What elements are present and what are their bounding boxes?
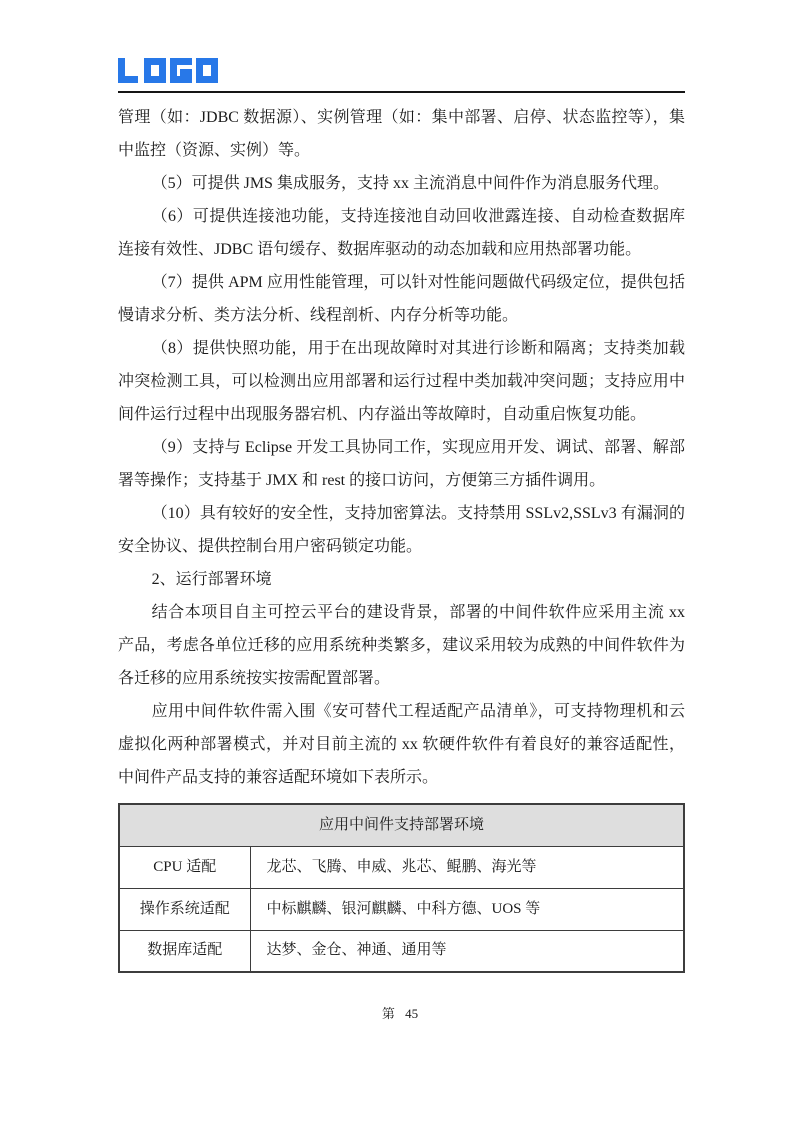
paragraph: 管理（如：JDBC 数据源）、实例管理（如：集中部署、启停、状态监控等），集中监控（资源、实例）等。 bbox=[118, 109, 685, 159]
table-caption: 应用中间件支持部署环境 bbox=[119, 804, 684, 846]
paragraph: （7）提供 APM 应用性能管理，可以针对性能问题做代码级定位，提供包括慢请求分析、类方法分析、线程剖析、内存分析等功能。 bbox=[118, 274, 685, 324]
deployment-environment-table bbox=[118, 803, 685, 973]
paragraph: （8）提供快照功能，用于在出现故障时对其进行诊断和隔离；支持类加载冲突检测工具，可以检测出应用部署和运行过程中类加载冲突问题；支持应用中间件运行过程中出现服务器宕机、内存溢出等故障时，自动重启恢复功能。 bbox=[118, 340, 685, 423]
table-caption-row bbox=[119, 804, 684, 846]
table-row bbox=[119, 888, 684, 930]
paragraph: （9）支持与 Eclipse 开发工具协同工作，实现应用开发、调试、部署、解部署等操作；支持基于 JMX 和 rest 的接口访问，方便第三方插件调用。 bbox=[118, 439, 685, 489]
paragraph: 结合本项目自主可控云平台的建设背景，部署的中间件软件应采用主流 xx 产品，考虑各单位迁移的应用系统种类繁多，建议采用较为成熟的中间件软件为各迁移的应用系统按实按需配置部署。 bbox=[118, 604, 685, 687]
page-header bbox=[118, 57, 685, 93]
paragraph: （5）可提供 JMS 集成服务，支持 xx 主流消息中间件作为消息服务代理。 bbox=[151, 175, 669, 192]
section-heading: 2、运行部署环境 bbox=[151, 571, 272, 588]
paragraph: 应用中间件软件需入围《安可替代工程适配产品清单》，可支持物理机和云虚拟化两种部署模式，并对目前主流的 xx 软硬件软件有着良好的兼容适配性，中间件产品支持的兼容适配环境如下表所示。 bbox=[118, 703, 685, 786]
table-row-value: 中标麒麟、银河麒麟、中科方德、UOS 等 bbox=[250, 888, 684, 930]
paragraph: （10）具有较好的安全性，支持加密算法。支持禁用 SSLv2,SSLv3 有漏洞的安全协议、提供控制台用户密码锁定功能。 bbox=[118, 505, 685, 555]
document-body bbox=[118, 101, 685, 973]
paragraph: （6）可提供连接池功能，支持连接池自动回收泄露连接、自动检查数据库连接有效性、JDBC 语句缓存、数据库驱动的动态加载和应用热部署功能。 bbox=[118, 208, 685, 258]
table-row-label: CPU 适配 bbox=[119, 846, 250, 888]
table-row-value: 达梦、金仓、神通、通用等 bbox=[250, 930, 684, 972]
page-number: 第 45 bbox=[381, 1006, 419, 1021]
logo-image bbox=[118, 57, 220, 84]
table-row-label: 操作系统适配 bbox=[119, 888, 250, 930]
table-row-label: 数据库适配 bbox=[119, 930, 250, 972]
table-row-value: 龙芯、飞腾、申威、兆芯、鲲鹏、海光等 bbox=[250, 846, 684, 888]
table-row bbox=[119, 930, 684, 972]
table-row bbox=[119, 846, 684, 888]
